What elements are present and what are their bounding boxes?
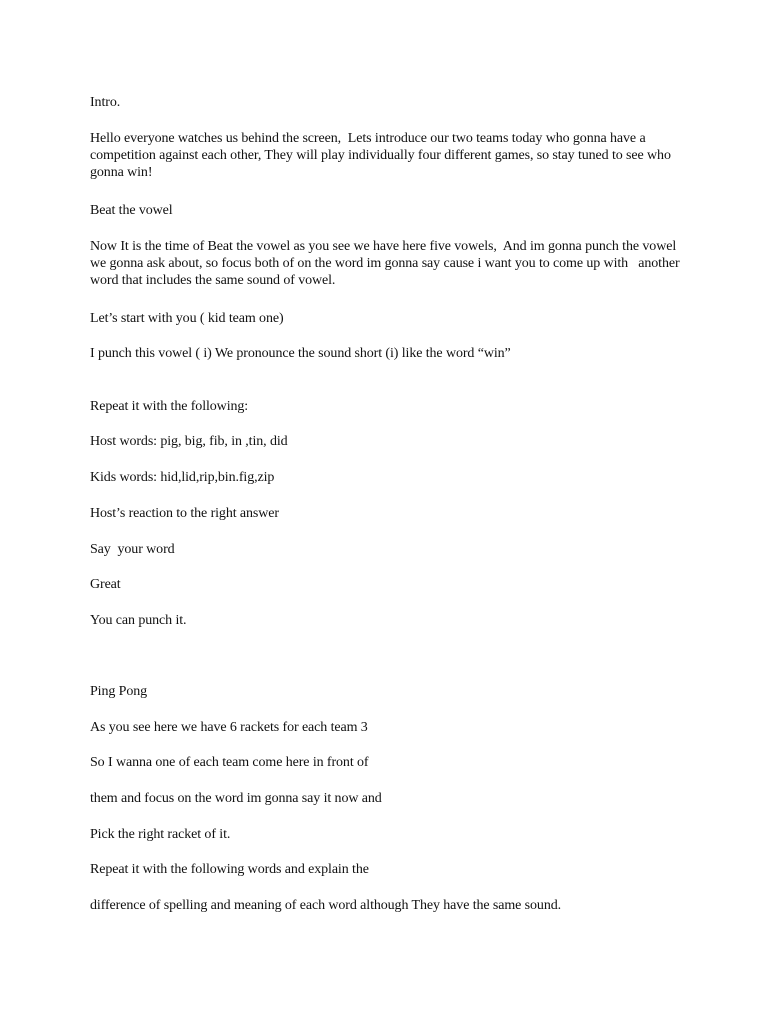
- ping-pong-line-6: difference of spelling and meaning of each word although They have the same sound.: [90, 898, 562, 913]
- repeat-line: Repeat it with the following:: [90, 399, 249, 414]
- kids-words-line: Kids words: hid,lid,rip,bin.fig,zip: [90, 470, 275, 485]
- intro-paragraph: Hello everyone watches us behind the screen, Lets introduce our two teams today who gonna have a competition against each other, They will play individually four different games, so stay tuned to see who gonna win!: [90, 131, 675, 180]
- ping-pong-line-1: As you see here we have 6 rackets for each team 3: [90, 720, 368, 735]
- say-your-word-line: Say your word: [90, 542, 175, 557]
- beat-the-vowel-heading: Beat the vowel: [90, 203, 173, 218]
- ping-pong-line-2: So I wanna one of each team come here in front of: [90, 755, 369, 770]
- intro-heading: Intro.: [90, 95, 121, 110]
- ping-pong-line-4: Pick the right racket of it.: [90, 827, 231, 842]
- punch-vowel-line: I punch this vowel ( i) We pronounce the sound short (i) like the word “win”: [90, 346, 511, 361]
- host-words-line: Host words: pig, big, fib, in ,tin, did: [90, 434, 288, 449]
- beat-the-vowel-paragraph: Now It is the time of Beat the vowel as you see we have here five vowels, And im gonna punch the vowel we gonna ask about, so focus both of on the word im gonna say cause i want you to come up with another word that includes the same sound of vowel.: [90, 239, 683, 288]
- start-line: Let’s start with you ( kid team one): [90, 311, 284, 326]
- host-reaction-line: Host’s reaction to the right answer: [90, 506, 279, 521]
- ping-pong-line-5: Repeat it with the following words and explain the: [90, 862, 369, 877]
- ping-pong-line-3: them and focus on the word im gonna say it now and: [90, 791, 382, 806]
- ping-pong-heading: Ping Pong: [90, 684, 148, 699]
- punch-it-line: You can punch it.: [90, 613, 187, 628]
- great-line: Great: [90, 577, 121, 592]
